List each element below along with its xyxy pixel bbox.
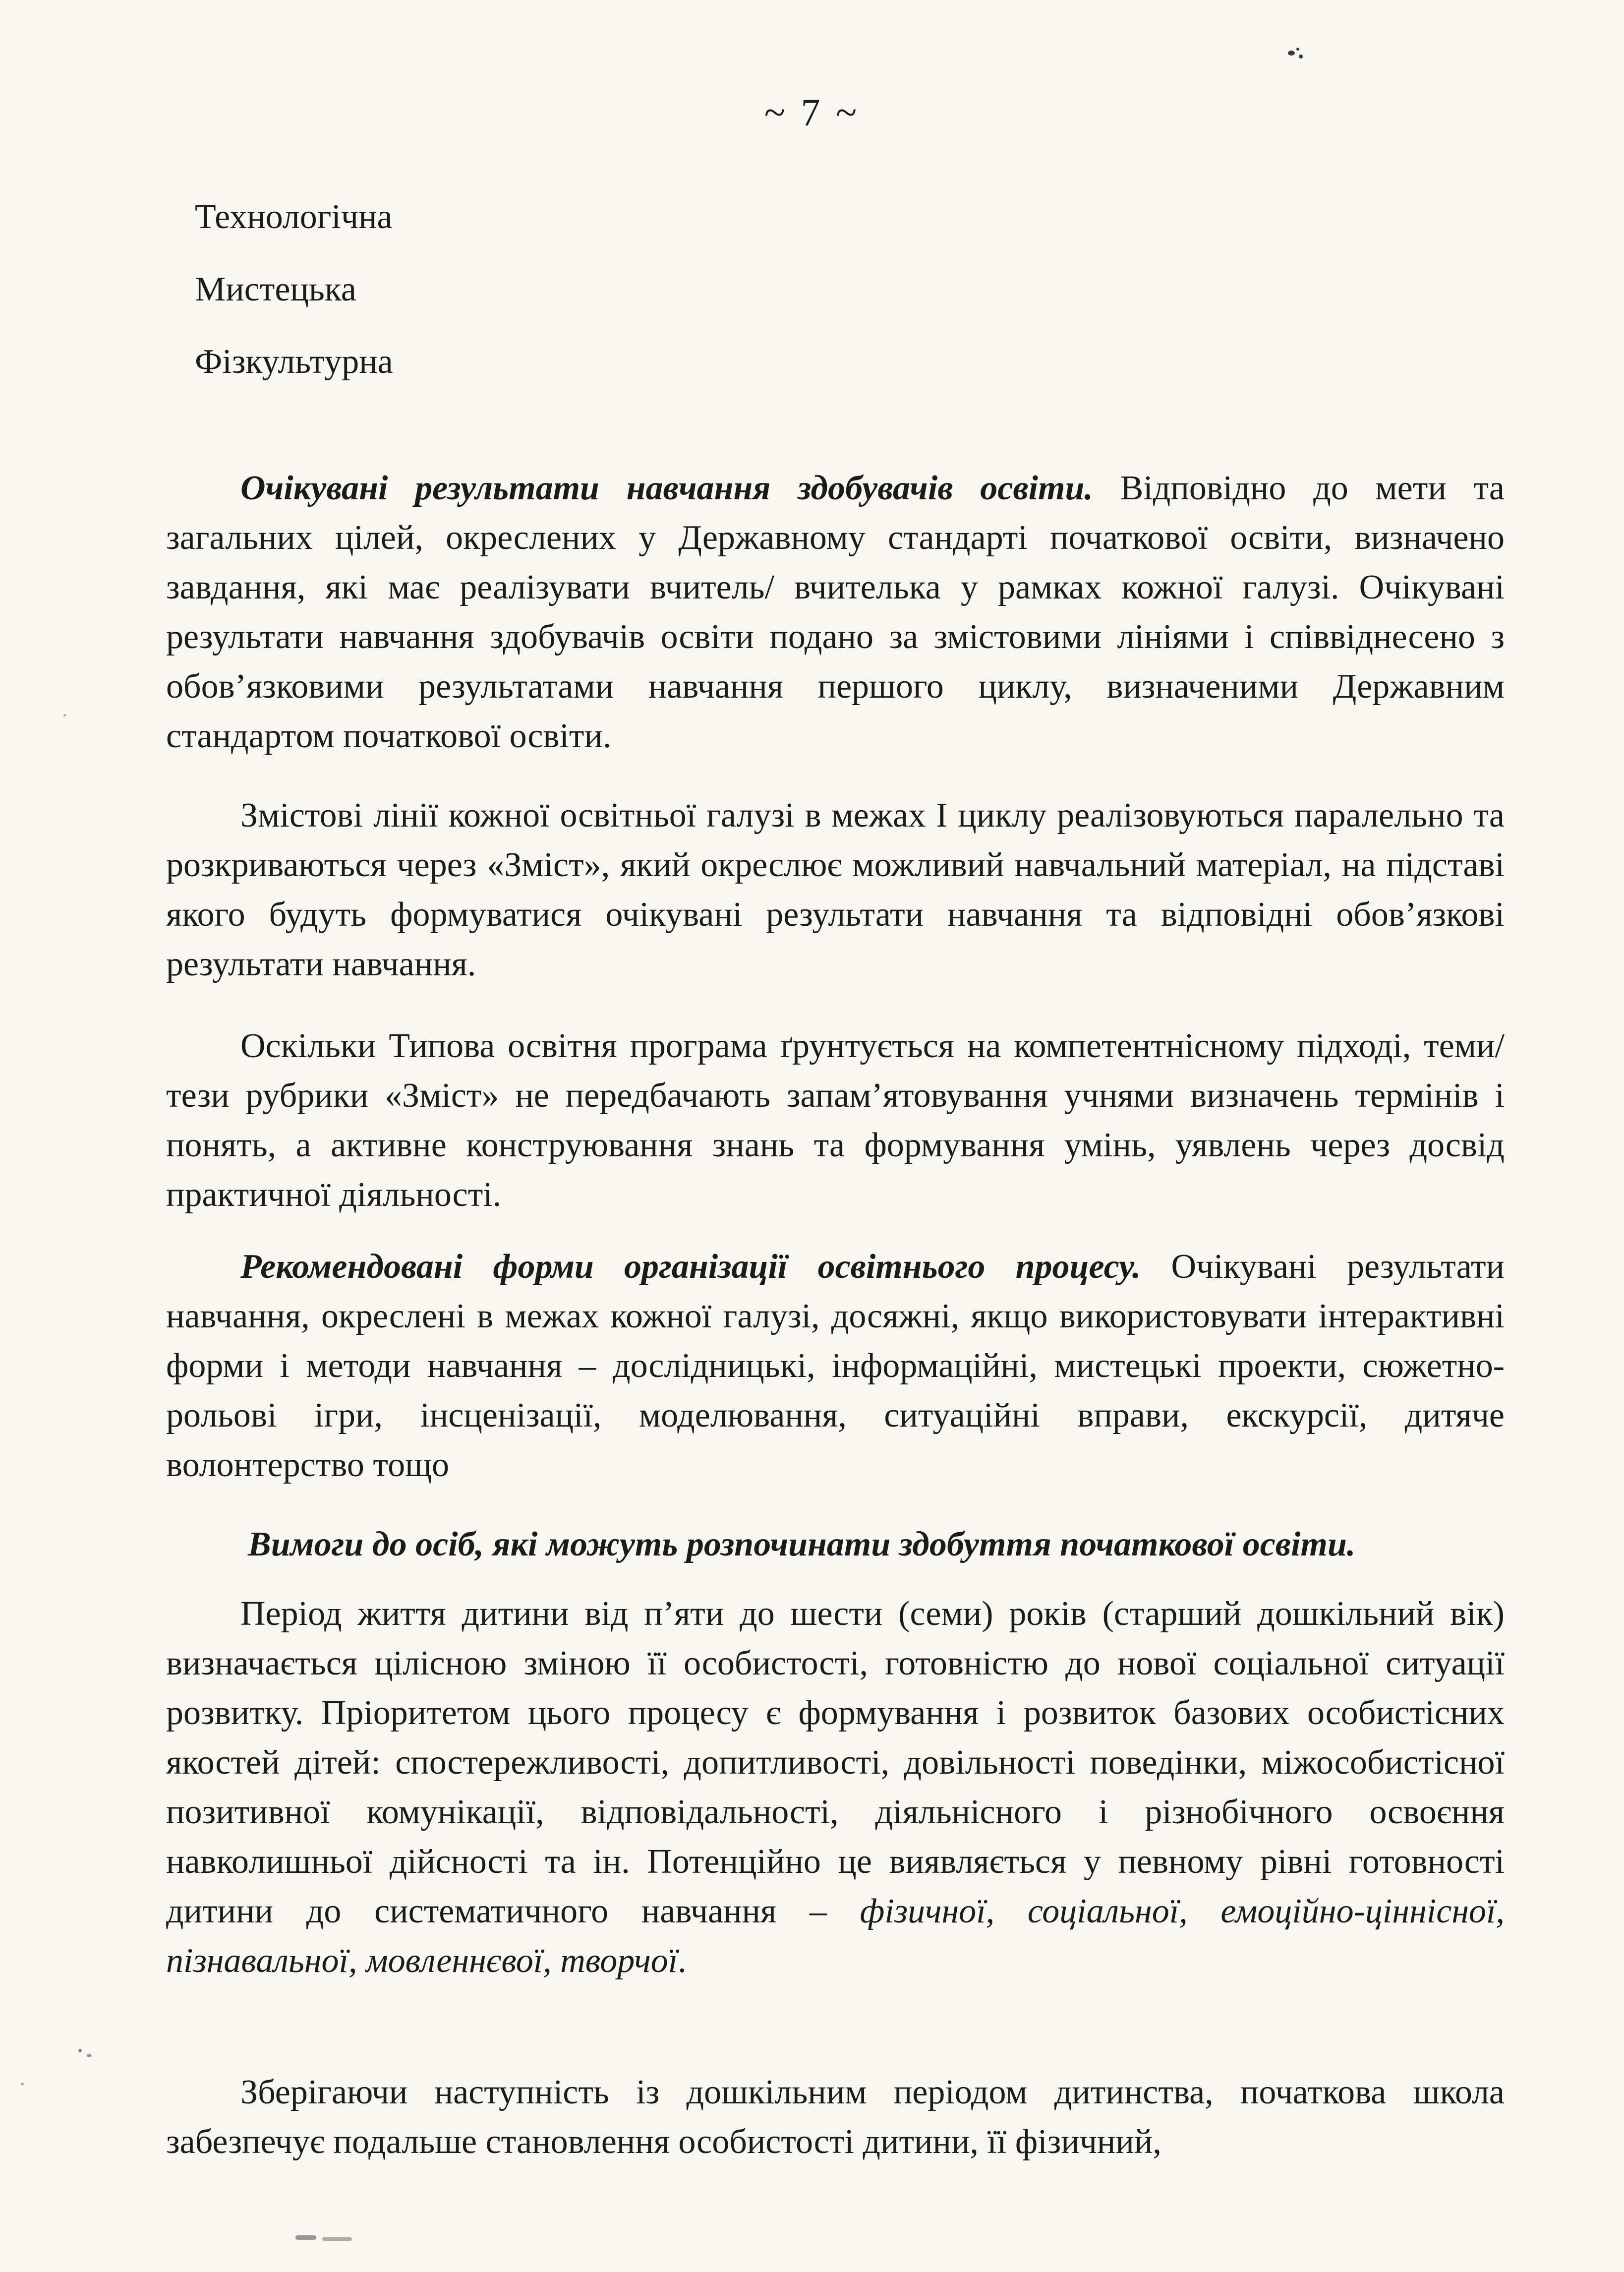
scan-speck <box>21 2083 24 2086</box>
subject-item: Мистецька <box>195 270 356 308</box>
paragraph-end: . <box>678 1942 687 1980</box>
paragraph-recommended-forms <box>166 1242 1505 1490</box>
paragraph-competence-approach: Оскільки Типова освітня програма ґрунтується на компетентнісному підході, теми/ тези рубрики «Зміст» не передбачають запам’ятовування учнями визначень термінів і понять, а активне конструювання знань та формування умінь, уявлень через досвід практичної діяльності. <box>166 1027 1505 1214</box>
paragraph-text: Відповідно до мети та загальних цілей, окреслених у Державному стандарті початкової освіти, визначено завдання, які має реалізувати вчитель/ вчителька у рамках кожної галузі. Очікувані результати навчання здобувачів освіти подано за змістовими лініями і співвіднесено з обов’язковими результатами навчання першого циклу, визначеними Державним стандартом початкової освіти. <box>166 469 1505 755</box>
paragraph-heading: Рекомендовані форми організації освітнього процесу. <box>240 1248 1141 1286</box>
paragraph-continuity: Зберігаючи наступність із дошкільним періодом дитинства, початкова школа забезпечує подальше становлення особистості дитини, її фізичний, <box>166 2073 1505 2161</box>
scan-speck <box>87 2054 92 2057</box>
paragraph-content-lines: Змістові лінії кожної освітньої галузі в межах І циклу реалізовуються паралельно та розкриваються через «Зміст», який окреслює можливий навчальний матеріал, на підставі якого будуть формуватися очікувані результати навчання та відповідні обов’язкові результати навчання. <box>166 796 1505 983</box>
paragraph-preschool-age <box>166 1589 1505 1986</box>
scan-speck <box>1296 48 1299 51</box>
paragraph-heading: Очікувані результати навчання здобувачів освіти. <box>240 469 1093 507</box>
scan-speck <box>322 2237 352 2241</box>
paragraph-text: Період життя дитини від п’яти до шести (семи) років (старший дошкільний вік) визначається цілісною зміною її особистості, готовністю до нової соціальної ситуації розвитку. Пріоритетом цього процесу є формування і розвиток базових особистісних якостей дітей: спостережливості, допитливості, довільності поведінки, міжособистісної позитивної комунікації, відповідальності, діяльнісного і різнобічного освоєння навколишньої дійсності та ін. Потенційно це виявляється у певному рівні готовності дитини до систематичного навчання – <box>166 1595 1505 1930</box>
subject-list <box>195 181 393 398</box>
scan-speck <box>295 2235 316 2240</box>
paragraph-italic-text: фізичної, соціальної, емоційно-ціннісної, пізнавальної, мовленнєвої, творчої <box>166 1892 1505 1980</box>
scan-speck <box>78 2049 82 2052</box>
paragraph-expected-results <box>166 464 1505 761</box>
scan-speck <box>1299 55 1303 59</box>
page-number: ~ 7 ~ <box>764 91 860 134</box>
scan-speck <box>1288 51 1295 56</box>
section-heading-requirements: Вимоги до осіб, які можуть розпочинати здобуття початкової освіти. <box>248 1525 1356 1563</box>
scan-speck <box>63 714 66 717</box>
subject-item: Технологічна <box>195 198 393 236</box>
subject-item: Фізкультурна <box>195 343 393 381</box>
paragraph-text: Очікувані результати навчання, окреслені в межах кожної галузі, досяжні, якщо використовувати інтерактивні форми і методи навчання – дослідницькі, інформаційні, мистецькі проекти, сюжетно-рольові ігри, інсценізації, моделювання, ситуаційні вправи, екскурсії, дитяче волонтерство тощо <box>166 1248 1505 1484</box>
